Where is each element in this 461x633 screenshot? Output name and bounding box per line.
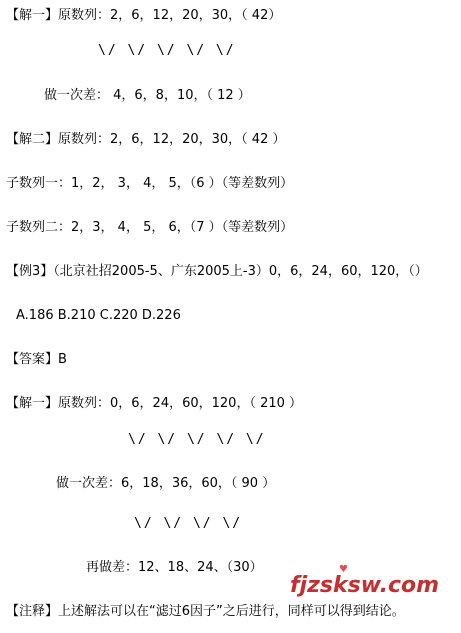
line-solution1-original: 【解一】原数列：2，6，12，20，30，（ 42） bbox=[6, 8, 282, 23]
line-first-difference: 做一次差：6，18，36，60，（ 90 ） bbox=[56, 476, 276, 491]
line-second-difference: 再做差：12、18、24、（30） bbox=[86, 560, 263, 575]
difference-marks-1: \/ \/ \/ \/ \/ bbox=[98, 43, 236, 58]
line-options: A.186 B.210 C.220 D.226 bbox=[16, 308, 181, 323]
line-answer: 【答案】B bbox=[6, 352, 67, 367]
line-example3-question: 【例3】（北京社招2005-5、广东2005上-3）0，6，24，60，120，（） bbox=[6, 264, 428, 279]
line-subsequence2: 子数列二：2，3， 4， 5， 6，（7 ）（等差数列） bbox=[6, 220, 294, 235]
line-note: 【注释】上述解法可以在“滤过6因子”之后进行，同样可以得到结论。 bbox=[6, 604, 405, 619]
line-solution1-sequence: 【解一】原数列：0，6，24，60，120，（ 210 ） bbox=[6, 396, 303, 411]
heart-icon: ♥ bbox=[339, 564, 348, 575]
line-solution1-first-diff: 做一次差： 4，6，8，10，（ 12 ） bbox=[44, 88, 251, 103]
line-solution2-original: 【解二】原数列：2，6，12，20，30，（ 42 ） bbox=[6, 132, 286, 147]
site-watermark: fjzsksw.com bbox=[290, 573, 440, 598]
difference-marks-3: \/ \/ \/ \/ bbox=[134, 516, 243, 531]
line-subsequence1: 子数列一：1，2， 3， 4， 5，（6 ）（等差数列） bbox=[6, 176, 294, 191]
difference-marks-2: \/ \/ \/ \/ \/ bbox=[128, 432, 266, 447]
